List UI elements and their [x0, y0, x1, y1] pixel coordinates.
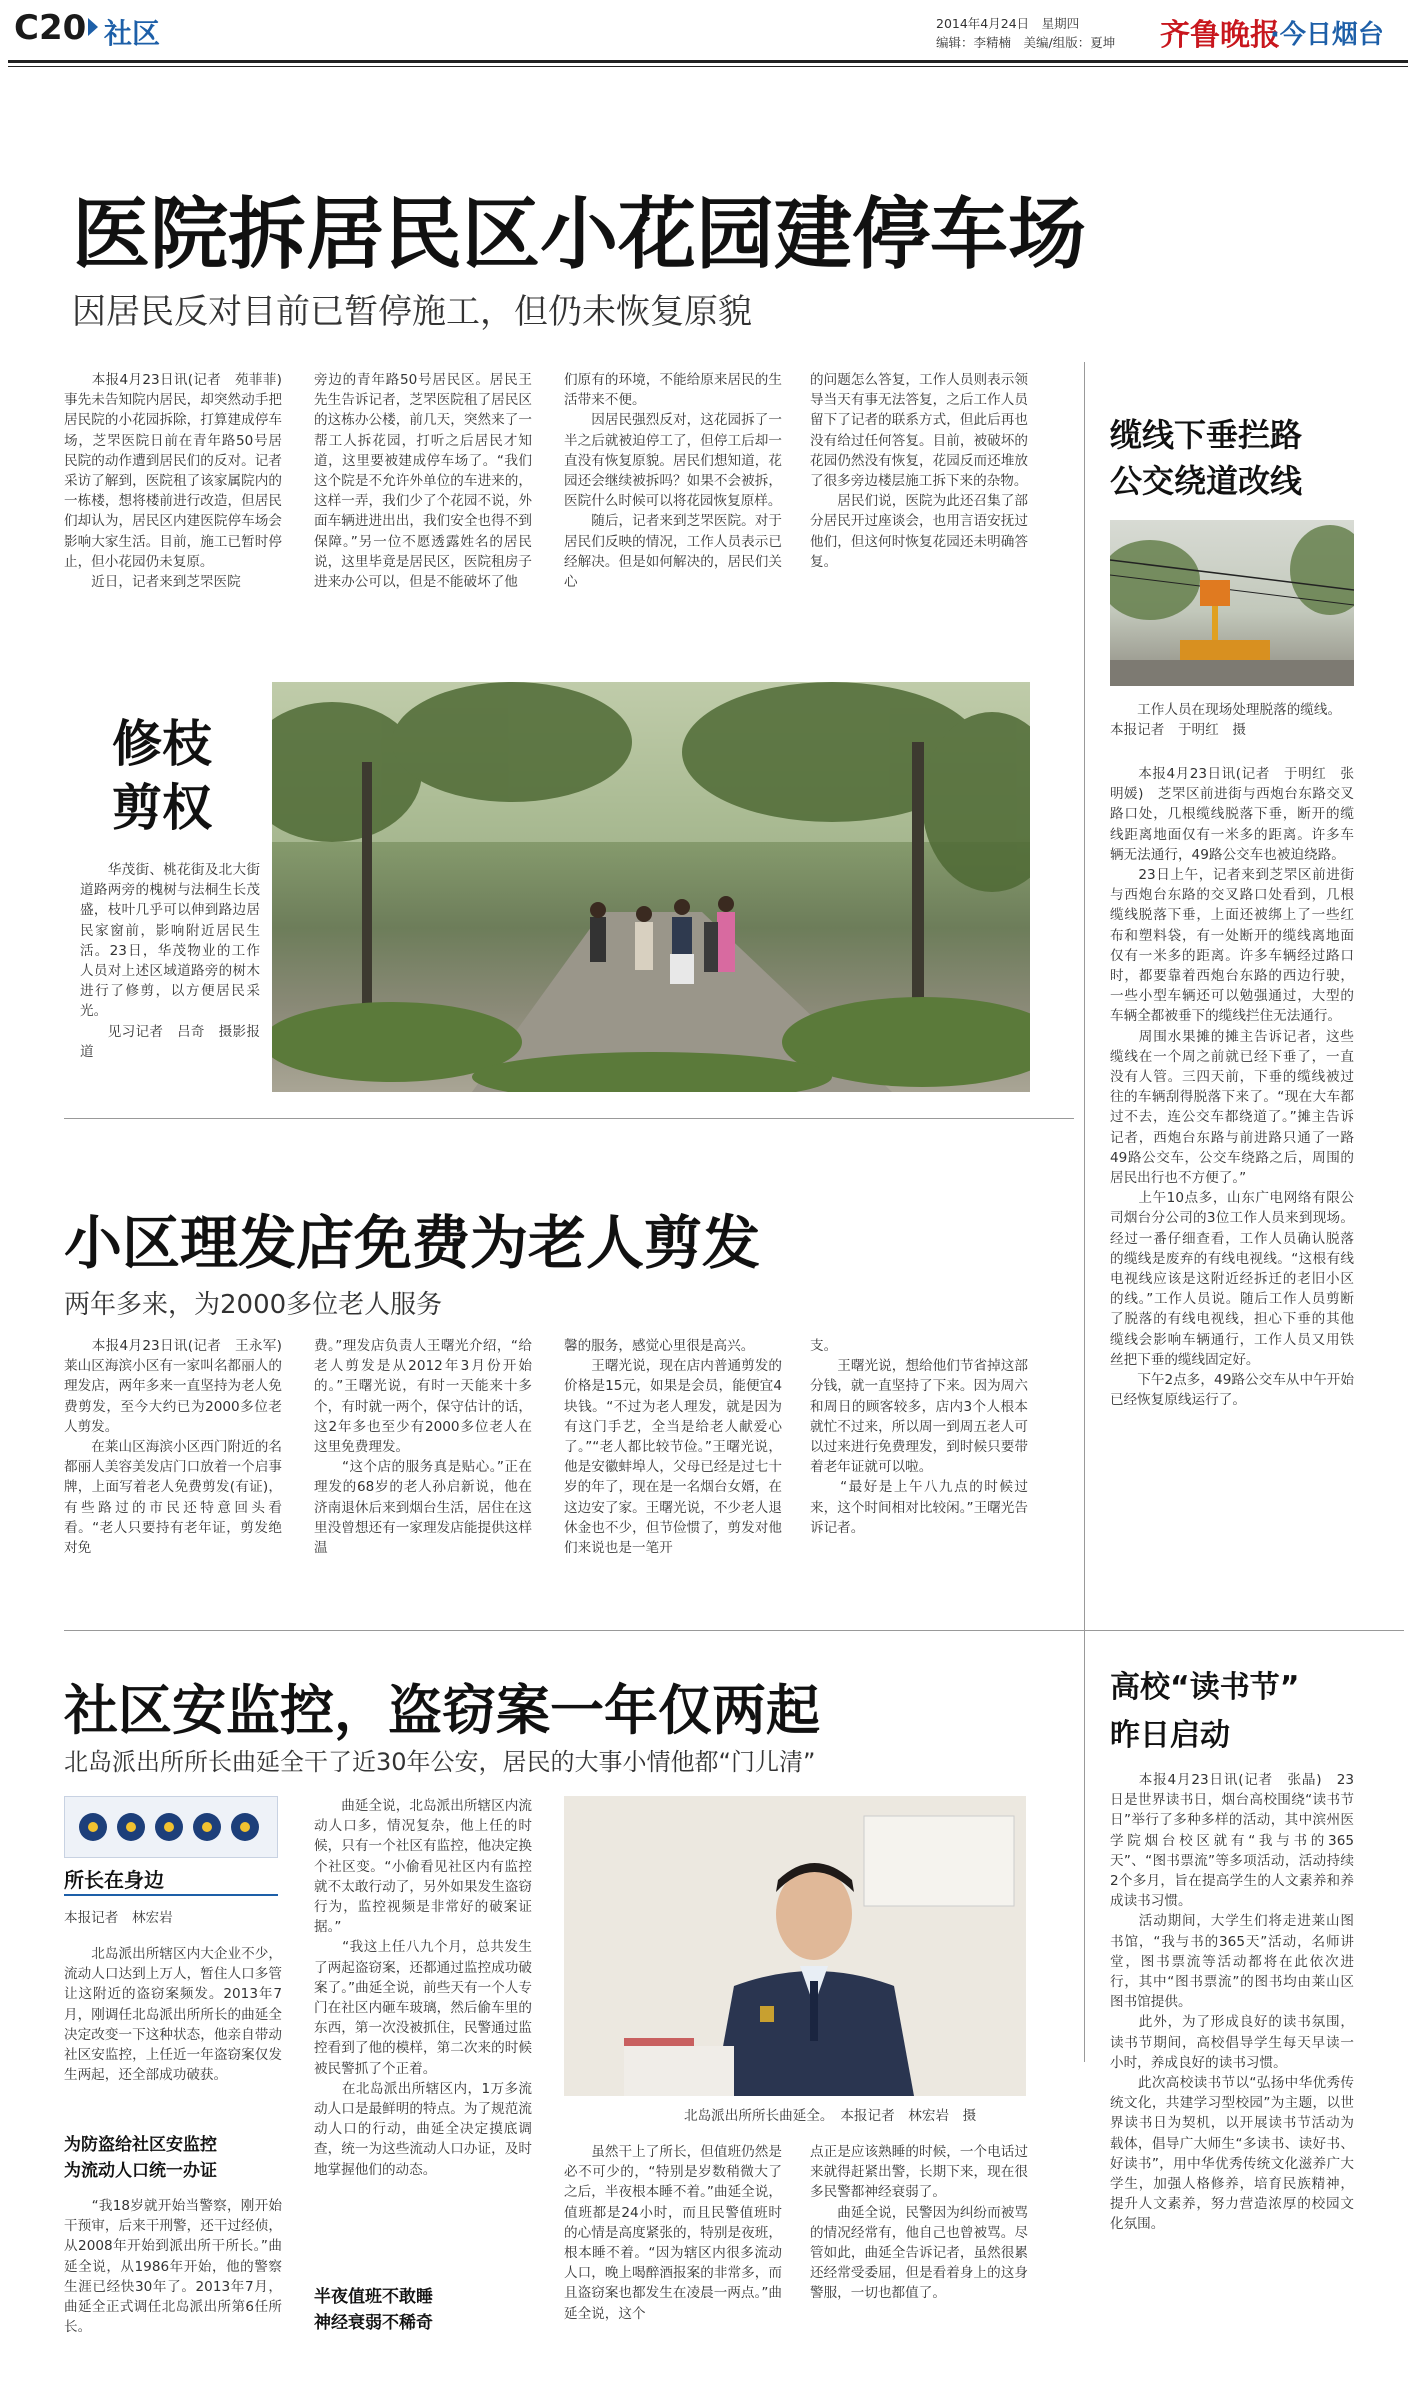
police-chief-illustration: [564, 1796, 1026, 2096]
article3-subhead1: 为防盗给社区安监控 为流动人口统一办证: [64, 2135, 217, 2181]
sidebar2-body: 本报4月23日讯(记者 张晶) 23日是世界读书日，烟台高校围绕“读书节日”举行了多种多样的活动，其中滨州医学院烟台校区就有“我与书的365天”、“图书票流”等多项活动，活动持续2个多月，旨在提高学生的人文素养和养成读书习惯。 活动期间，大学生们将走进莱山图书馆，“我与书的365天”活动，名师讲堂，图书票流等活动都将在此依次进行，其中“图书票流”的图书均由莱山区图书馆提供。 此外，为了形成良好的读书氛围，读书节期间，高校倡导学生每天早读一小时，养成良好的读书习惯。 此次高校读书节以“弘扬中华优秀传统文化，共建学习型校园”为主题，以世界读书日为契机，以开展读书节活动为载体，倡导广大师生“多读书、读好书、好读书”，用中华优秀传统文化滋养广大学生，加强人格修养，培育民族精神，提升人文素养，努力营造浓厚的校园文化氛围。: [1110, 1772, 1354, 2233]
issue-date: 2014年4月24日 星期四: [936, 16, 1080, 31]
article2-col3: 馨的服务，感觉心里很是高兴。 王曙光说，现在店内普通剪发的价格是15元，如果是会员，能便宜4块钱。“不过为老人理发，就是因为有这门手艺，全当是给老人献爱心了。”“老人都比较节俭。”王曙光说，他是安徽蚌埠人，父母已经是过七十岁的年了，现在是一名烟台女婿，在这边安了家。王曙光说，不少老人退休金也不少，但节俭惯了，剪发对他们来说也是一笔开: [564, 1338, 782, 1557]
sidebar2-title: 高校“读书节” 昨日启动: [1110, 1670, 1300, 1753]
article2-title: 小区理发店免费为老人剪发: [64, 1209, 761, 1277]
article3-col1b: “我18岁就开始当警察，刚开始干预审，后来干刑警，还干过经侦，从2008年开始到派出所干所长。”曲延全说，从1986年开始，他的警察生涯已经快30年了。2013年7月，曲延全正式调任北岛派出所第6任所长。: [64, 2198, 282, 2336]
column-badge-underline: [64, 1894, 278, 1896]
article1-col3: 们原有的环境，不能给原来居民的生活带来不便。 因居民强烈反对，这花园拆了一半之后就被迫停工了，但停工后却一直没有恢复原貌。居民们想知道，花园还会继续被拆吗？如果不会被拆，医院什么时候可以将花园恢复原样。 随后，记者来到芝罘医院。对于居民们反映的情况，工作人员表示已经解决。但是如何解决的，居民们关心: [564, 372, 782, 591]
article3-subtitle: 北岛派出所所长曲延全干了近30年公安，居民的大事小情他都“门儿清”: [64, 1748, 816, 1776]
article1-subtitle: 因居民反对目前已暂停施工，但仍未恢复原貌: [72, 292, 752, 332]
sidebar1-divider: [1084, 362, 1085, 2062]
article2-subtitle: 两年多来，为2000多位老人服务: [64, 1290, 443, 1320]
header-rule: [8, 60, 1408, 63]
article1-col4: 的问题怎么答复，工作人员则表示领导当天有事无法答复，之后工作人员留下了记者的联系方式，但此后再也没有给过任何答复。目前，被破坏的花园仍然没有恢复，花园反而还堆放了很多旁边楼层施工拆下来的杂物。 居民们说，医院为此还召集了部分居民开过座谈会，也用言语安抚过他们，但这何时恢复花园还未明确答复。: [810, 372, 1028, 570]
police-badge-banner: [64, 1796, 278, 1858]
photo-cable-repair: [1110, 520, 1354, 686]
cable-repair-illustration: [1110, 520, 1354, 686]
sidebar1-body: 本报4月23日讯(记者 于明红 张明媛) 芝罘区前进街与西炮台东路交叉路口处，几根缆线脱落下垂，断开的缆线距离地面仅有一米多的距离。许多车辆无法通行，49路公交车也被迫绕路。 23日上午，记者来到芝罘区前进街与西炮台东路的交叉路口处看到，几根缆线脱落下垂，上面还被绑上了一些红布和塑料袋，有一处断开的缆线离地面仅有一米多的距离。许多车辆经过路口时，都要靠着西炮台东路的西边行驶，一些小型车辆还可以勉强通过，大型的车辆全都被垂下的缆线拦住无法通行。 周围水果摊的摊主告诉记者，这些缆线在一个周之前就已经下垂了，一直没有人管。三四天前，下垂的缆线被过往的车辆刮得脱落下来了。“现在大车都过不去，连公交车都绕道了。”摊主告诉记者，西炮台东路与前进路只通了一路49路公交车，公交车绕路之后，周围的居民出行也不方便了。” 上午10点多，山东广电网络有限公司烟台分公司的3位工作人员来到现场。经过一番仔细查看，工作人员确认脱落的缆线是废弃的有线电视线。“这根有线电视线应该是这附近经拆迁的老旧小区的线。”工作人员说。随后工作人员剪断了脱落的有线电视线，担心下垂的其他缆线会影响车辆通行，工作人员又用铁丝把下垂的缆线固定好。 下午2点多，49路公交车从中午开始已经恢复原线运行了。: [1110, 766, 1354, 1409]
article2-top-rule: [64, 1118, 1074, 1119]
article2-col2: 费。”理发店负责人王曙光介绍，“给老人剪发是从2012年3月份开始的。”王曙光说，有时一天能来十多个，有时就一两个，保守估计的话，这2年多也至少有2000多位老人在这里免费理发。 “这个店的服务真是贴心。”正在理发的68岁的老人孙启新说，他在济南退休后来到烟台生活，居住在这里没曾想还有一家理发店能提供这样温: [314, 1338, 532, 1557]
article3-top-rule: [64, 1630, 1404, 1631]
editor-credits: 编辑：李精楠 美编/组版：夏坤: [936, 35, 1116, 50]
section-code: C20: [14, 8, 87, 48]
header-rule-thin: [8, 66, 1408, 67]
section-chevron-icon: [88, 18, 98, 36]
article3-col2: 曲延全说，北岛派出所辖区内流动人口多，情况复杂，他上任的时候，只有一个社区有监控，他决定换个社区变。“小偷看见社区内有监控就不太敢行动了，另外如果发生盗窃行为，监控视频是非常好的破案证据。” “我这上任八九个月，总共发生了两起盗窃案，还都通过监控成功破案了。”曲延全说，前些天有一个人专门在社区内砸车玻璃，然后偷车里的东西，第一次没被抓住，民警通过监控看到了他的模样，第二次来的时候被民警抓了个正着。 在北岛派出所辖区内，1万多流动人口是最鲜明的特点。为了规范流动人口的行动，曲延全决定摸底调查，统一为这些流动人口办证，及时地掌握他们的动态。: [314, 1798, 532, 2178]
photo1-title: 修枝 剪权: [112, 715, 212, 837]
photo-cable-caption: 工作人员在现场处理脱落的缆线。 本报记者 于明红 摄: [1110, 702, 1348, 738]
article2-col1: 本报4月23日讯(记者 王永军) 莱山区海滨小区有一家叫名都丽人的理发店，两年多来一直坚持为老人免费剪发，至今大约已为2000多位老人剪发。 在莱山区海滨小区西门附近的名都丽人美容美发店门口放着一个启事牌，上面写着老人免费剪发(有证)，有些路过的市民还特意回头看看。“老人只要持有老年证，剪发绝对免: [64, 1338, 282, 1557]
article3-col4: 点正是应该熟睡的时候，一个电话过来就得赶紧出警，长期下来，现在很多民警都神经衰弱了。 曲延全说，民警因为纠纷而被骂的情况经常有，他自己也曾被骂。尽管如此，曲延全告诉记者，虽然很累还经常受委屈，但是看着身上的这身警服，一切也都值了。: [810, 2144, 1028, 2302]
section-name: 社区: [104, 17, 161, 50]
column-badge-label: 所长在身边: [64, 1868, 164, 1892]
photo1-caption: 华茂街、桃花街及北大街道路两旁的槐树与法桐生长茂盛，枝叶几乎可以伸到路边居民家窗前，影响附近居民生活。23日，华茂物业的工作人员对上述区域道路旁的树木进行了修剪，以方便居民采光。 见习记者 吕奇 摄影报道: [80, 862, 260, 1060]
police-badge-icon: [65, 1797, 279, 1859]
photo-police-chief: [564, 1796, 1026, 2096]
page-header: [0, 0, 1417, 60]
article2-col4: 支。 王曙光说，想给他们节省掉这部分钱，就一直坚持了下来。因为周六和周日的顾客较多，店内3个人根本就忙不过来，所以周一到周五老人可以过来进行免费理发，到时候只要带着老年证就可以啦。 “最好是上午八九点的时候过来，这个时间相对比较闲。”王曙光告诉记者。: [810, 1338, 1028, 1536]
article1-col2: 旁边的青年路50号居民区。居民王先生告诉记者，芝罘医院租了居民区的这栋办公楼，前几天，突然来了一帮工人拆花园，打听之后居民才知道，这里要被建成停车场了。“我们这个院是不允许外单位的车进来的，这样一弄，我们少了个花园不说，外面车辆进进出出，我们安全也得不到保障。”另一位不愿透露姓名的居民说，这里毕竟是居民区，医院租房子进来办公可以，但是不能破坏了他: [314, 372, 532, 591]
article3-subhead2: 半夜值班不敢睡 神经衰弱不稀奇: [314, 2287, 433, 2333]
article3-byline: 本报记者 林宏岩: [64, 1910, 173, 1926]
article1-col1: 本报4月23日讯(记者 苑菲菲) 事先未告知院内居民，却突然动手把居民院的小花园拆除，打算建成停车场，芝罘医院日前在青年路50号居民院的动作遭到居民们的反对。记者采访了解到，医院租了该家属院内的一栋楼，想将楼前进行改造，但居民们却认为，居民区内建医院停车场会影响大家生活。目前，施工已暂时停止，但小花园仍未复原。 近日，记者来到芝罘医院: [64, 372, 282, 591]
photo-tree-pruning: [272, 682, 1030, 1092]
article3-col1a: 北岛派出所辖区内大企业不少，流动人口达到上万人，暂住人口多管让这附近的盗窃案频发。2013年7月，刚调任北岛派出所所长的曲延全决定改变一下这种状态，他亲自带动社区安监控，上任近一年盗窃案仅发生两起，还全部成功破获。: [64, 1946, 282, 2084]
article3-col3: 虽然干上了所长，但值班仍然是必不可少的，“特别是岁数稍微大了之后，半夜根本睡不着。”曲延全说，值班都是24小时，而且民警值班时的心情是高度紧张的，特别是夜班，根本睡不着。“因为辖区内很多流动人口，晚上喝醉酒报案的非常多，而且盗窃案也都发生在凌晨一两点。”曲延全说，这个: [564, 2144, 782, 2322]
article3-title: 社区安监控，盗窃案一年仅两起: [64, 1679, 820, 1742]
photo-police-caption: 北岛派出所所长曲延全。 本报记者 林宏岩 摄: [684, 2108, 977, 2124]
edition-name: ·今日烟台: [1270, 20, 1384, 50]
sidebar1-title: 缆线下垂拦路 公交绕道改线: [1110, 416, 1303, 500]
street-scene-illustration: [272, 682, 1030, 1092]
masthead-logo: 齐鲁晚报: [1160, 18, 1280, 53]
article1-title: 医院拆居民区小花园建停车场: [72, 190, 1087, 280]
